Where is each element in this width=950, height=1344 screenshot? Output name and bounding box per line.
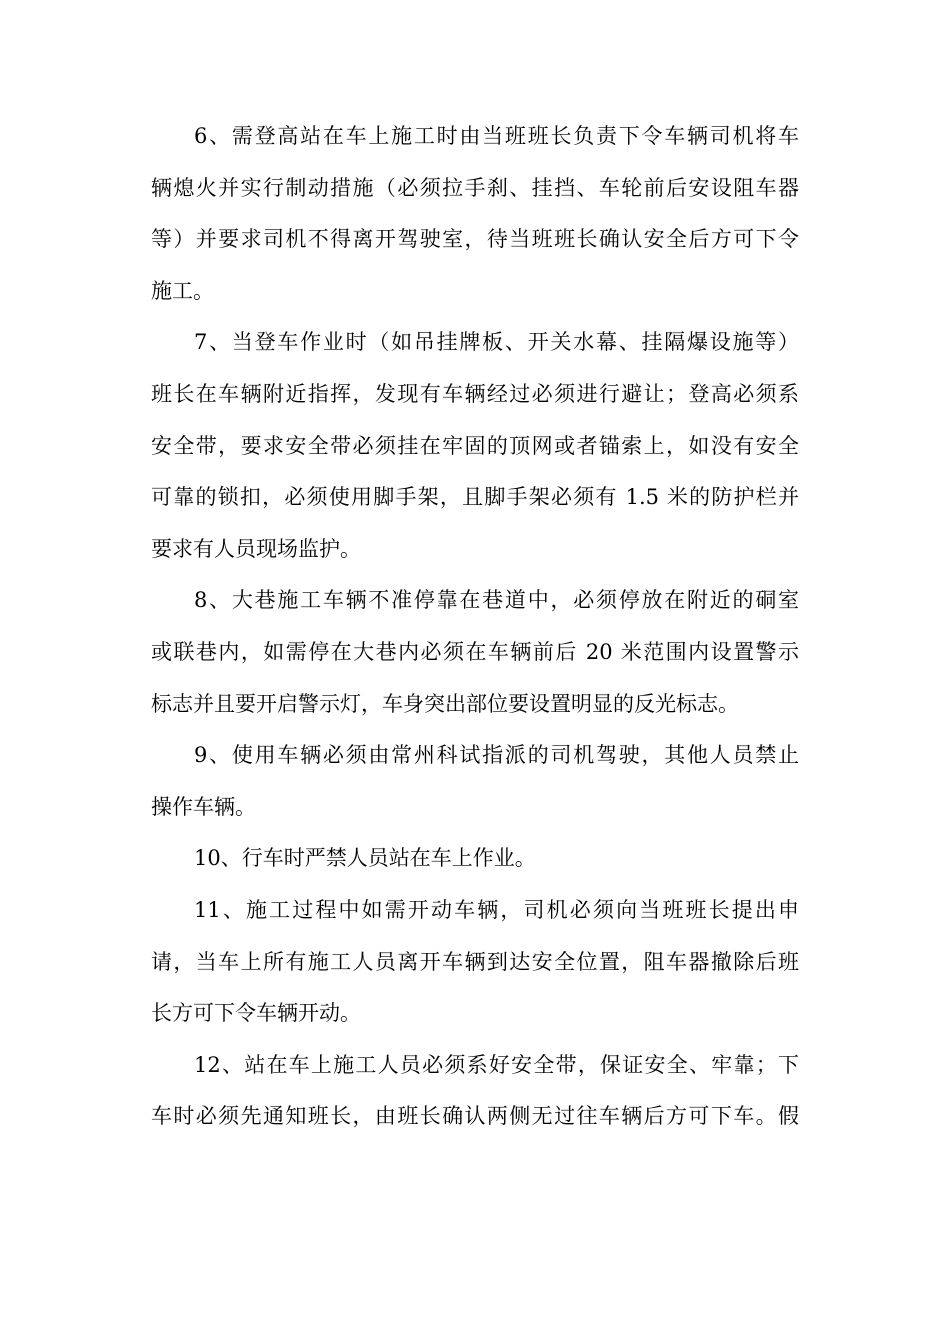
text-line: 7、当登车作业时（如吊挂牌板、开关水幕、挂隔爆设施等） <box>194 330 799 355</box>
text-line: 6、需登高站在车上施工时由当班班长负责下令车辆司机将车 <box>194 124 799 148</box>
text-line: 请，当车上所有施工人员离开车辆到达安全位置，阻车器撤除后班 <box>151 949 799 974</box>
document-body <box>151 111 799 1143</box>
text-line: 长方可下令车辆开动。 <box>151 1001 361 1026</box>
text-line: 安全带，要求安全带必须挂在牢固的顶网或者锚索上，如没有安全 <box>151 433 799 458</box>
text-line: 辆熄火并实行制动措施（必须拉手刹、挂挡、车轮前后安设阻车器 <box>151 175 799 200</box>
text-line: 可靠的锁扣，必须使用脚手架，且脚手架必须有 1.5 米的防护栏并 <box>151 485 799 510</box>
text-line: 8、大巷施工车辆不准停靠在巷道中，必须停放在附近的硐室 <box>194 588 799 613</box>
text-line: 操作车辆。 <box>151 794 256 819</box>
text-line: 车时必须先通知班长，由班长确认两侧无过往车辆后方可下车。假 <box>151 1104 799 1129</box>
text-line: 要求有人员现场监护。 <box>151 536 361 561</box>
text-line: 班长在车辆附近指挥，发现有车辆经过必须进行避让；登高必须系 <box>151 381 799 406</box>
text-line: 10、行车时严禁人员站在车上作业。 <box>194 846 536 871</box>
text-line: 11、施工过程中如需开动车辆，司机必须向当班班长提出申 <box>194 897 799 922</box>
text-line: 12、站在车上施工人员必须系好安全带，保证安全、牢靠；下 <box>194 1052 799 1077</box>
text-line: 或联巷内，如需停在大巷内必须在车辆前后 20 米范围内设置警示 <box>151 639 799 664</box>
text-line: 施工。 <box>151 278 214 303</box>
text-line: 9、使用车辆必须由常州科试指派的司机驾驶，其他人员禁止 <box>194 743 799 768</box>
text-line: 等）并要求司机不得离开驾驶室，待当班班长确认安全后方可下令 <box>151 227 799 252</box>
text-line: 标志并且要开启警示灯，车身突出部位要设置明显的反光标志。 <box>151 691 739 716</box>
